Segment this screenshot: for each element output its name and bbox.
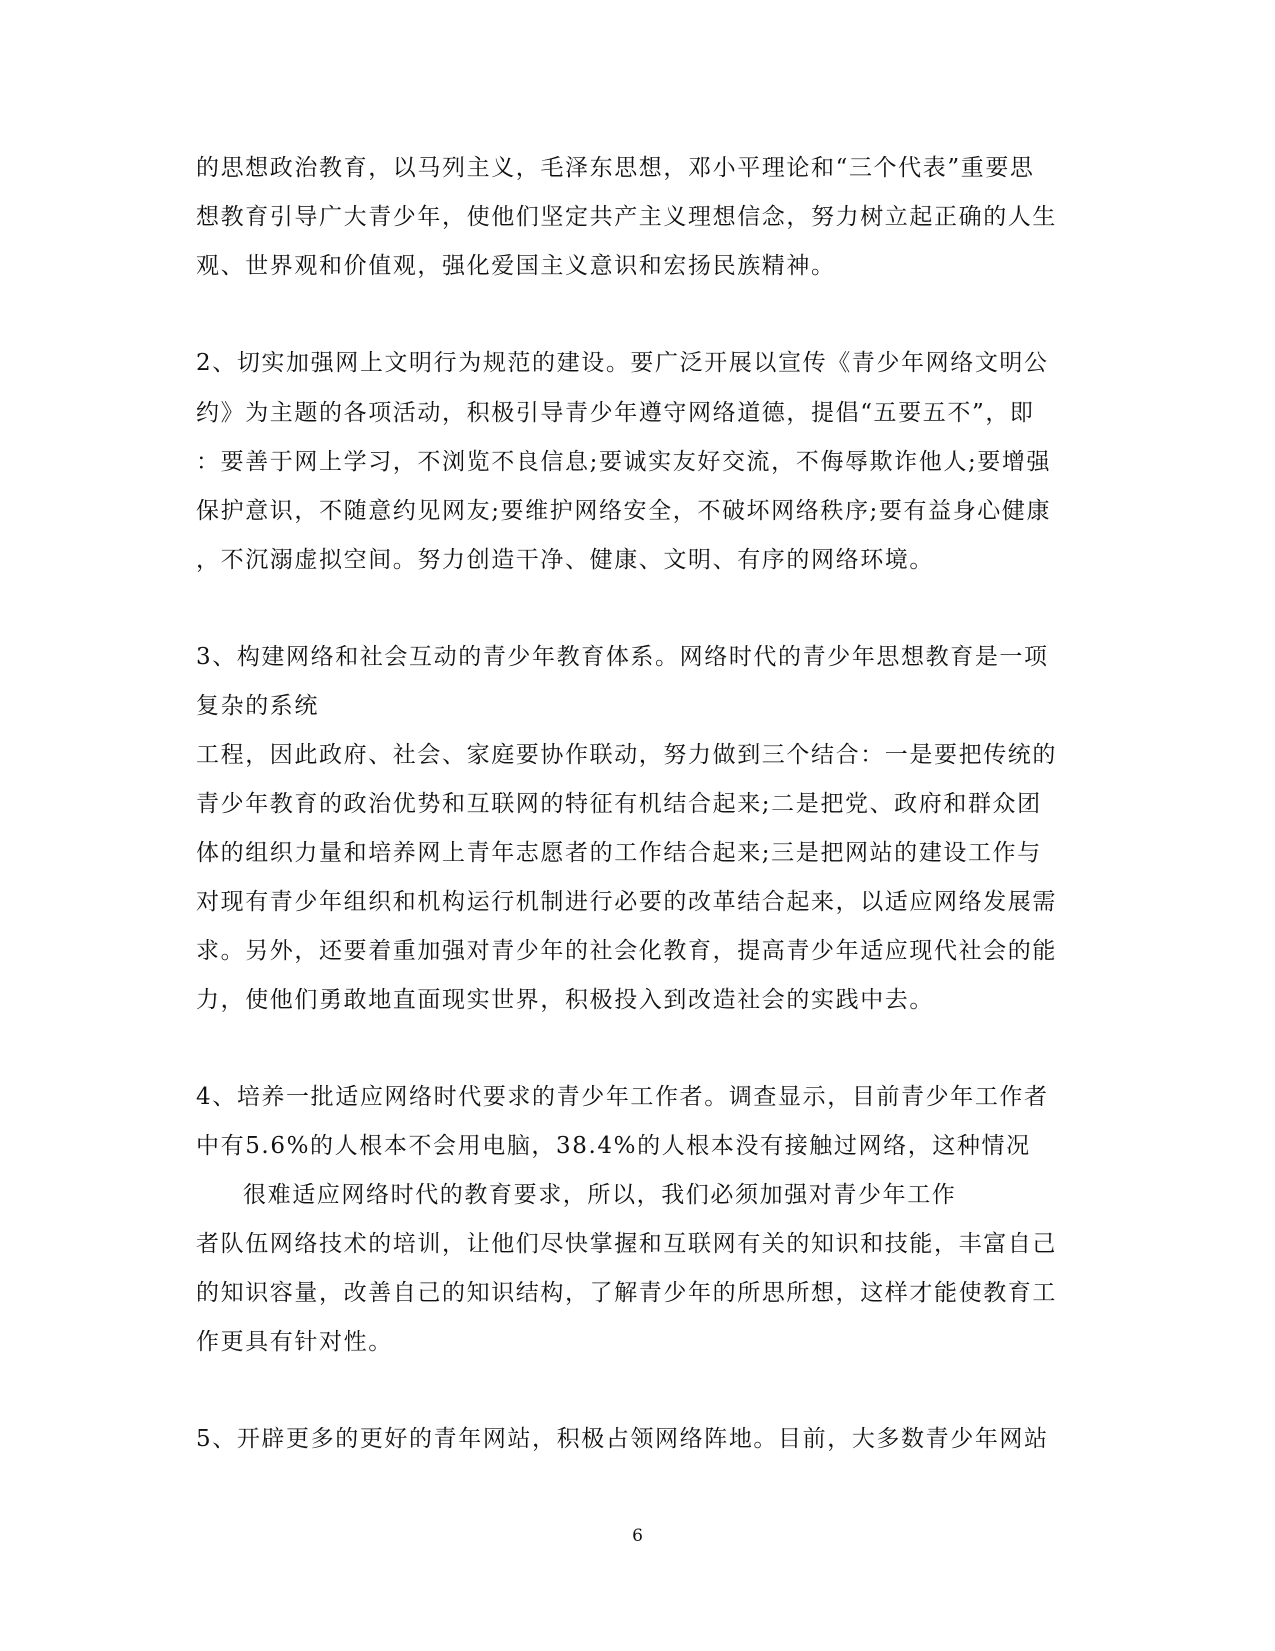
text-line: 约》为主题的各项活动，积极引导青少年遵守网络道德，提倡“五要五不”，即	[196, 400, 1035, 426]
text-line: 3、构建网络和社会互动的青少年教育体系。网络时代的青少年思想教育是一项	[196, 644, 1049, 670]
text-line: 想教育引导广大青少年，使他们坚定共产主义理想信念，努力树立起正确的人生	[196, 204, 1057, 230]
text-line: ：要善于网上学习，不浏览不良信息;要诚实友好交流，不侮辱欺诈他人;要增强	[196, 449, 1052, 475]
text-line: 作更具有针对性。	[196, 1329, 393, 1355]
text-line: 对现有青少年组织和机构运行机制进行必要的改革结合起来，以适应网络发展需	[196, 889, 1057, 915]
text-line: 复杂的系统	[196, 693, 319, 719]
text-line: 5、开辟更多的更好的青年网站，积极占领网络阵地。目前，大多数青少年网站	[196, 1426, 1049, 1452]
text-line: 体的组织力量和培养网上青年志愿者的工作结合起来;三是把网站的建设工作与	[196, 840, 1042, 866]
text-line: 4、培养一批适应网络时代要求的青少年工作者。调查显示，目前青少年工作者	[196, 1084, 1049, 1110]
text-line: ，不沉溺虚拟空间。努力创造干净、健康、文明、有序的网络环境。	[196, 547, 934, 573]
text-line: 2、切实加强网上文明行为规范的建设。要广泛开展以宣传《青少年网络文明公	[196, 350, 1049, 376]
page-number: 6	[632, 1526, 643, 1546]
text-line: 保护意识，不随意约见网友;要维护网络安全，不破坏网络秩序;要有益身心健康	[196, 498, 1052, 524]
text-line: 者队伍网络技术的培训，让他们尽快掌握和互联网有关的知识和技能，丰富自己	[196, 1231, 1057, 1257]
text-line: 青少年教育的政治优势和互联网的特征有机结合起来;二是把党、政府和群众团	[196, 791, 1042, 817]
text-line: 工程，因此政府、社会、家庭要协作联动，努力做到三个结合：一是要把传统的	[196, 742, 1057, 768]
text-line: 的知识容量，改善自己的知识结构，了解青少年的所思所想，这样才能使教育工	[196, 1280, 1057, 1306]
text-line: 求。另外，还要着重加强对青少年的社会化教育，提高青少年适应现代社会的能	[196, 938, 1057, 964]
text-line: 的思想政治教育，以马列主义，毛泽东思想，邓小平理论和“三个代表”重要思	[196, 155, 1035, 181]
text-line: 观、世界观和价值观，强化爱国主义意识和宏扬民族精神。	[196, 253, 836, 279]
text-line: 中有5.6%的人根本不会用电脑，38.4%的人根本没有接触过网络，这种情况	[196, 1133, 1031, 1159]
text-line: 很难适应网络时代的教育要求，所以，我们必须加强对青少年工作	[243, 1182, 957, 1208]
text-line: 力，使他们勇敢地直面现实世界，积极投入到改造社会的实践中去。	[196, 987, 934, 1013]
